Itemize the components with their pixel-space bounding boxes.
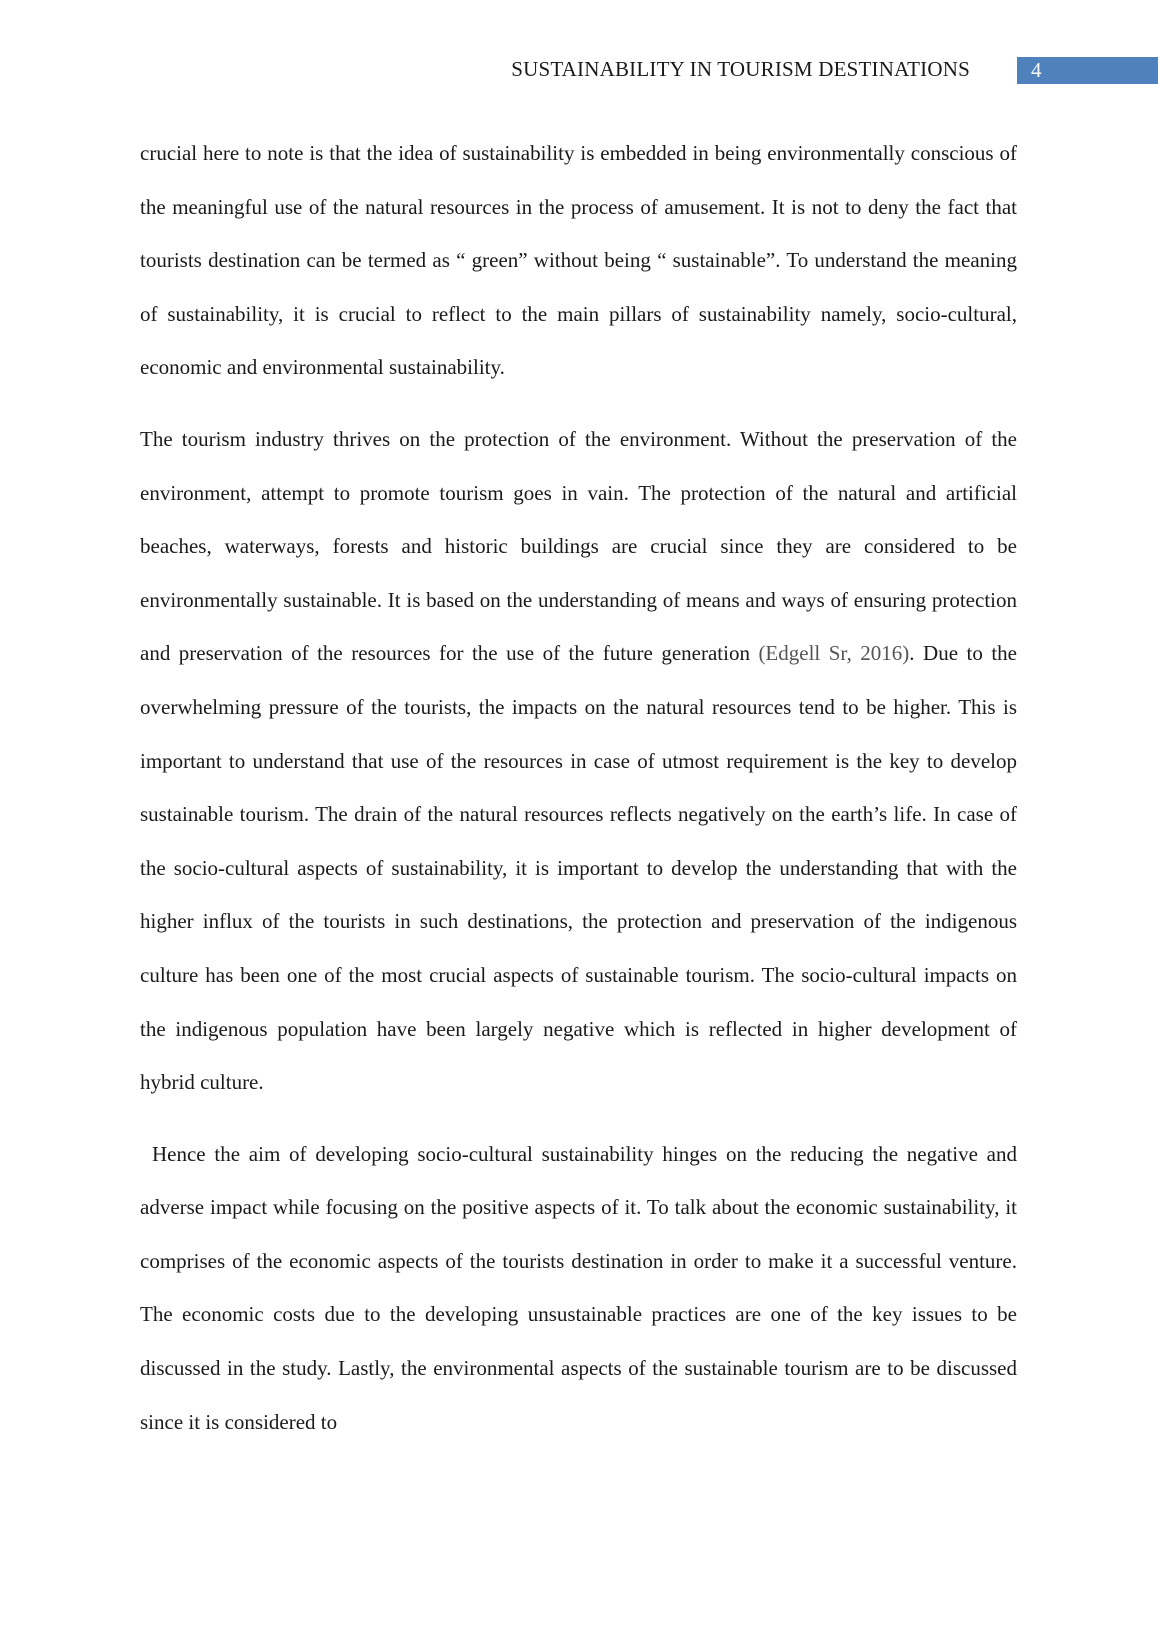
paragraph-2 <box>140 413 1017 1110</box>
paragraph-2-text-before: The tourism industry thrives on the protection of the environment. Without the preservation of the environment, attempt to promote tourism goes in vain. The protection of the natural and artificial beaches, waterways, forests and historic buildings are crucial since they are considered to be environmentally sustainable. It is based on the understanding of means and ways of ensuring protection and preservation of the resources for the use of the future generation <box>140 426 1017 666</box>
paragraph-3: Hence the aim of developing socio-cultural sustainability hinges on the reducing the negative and adverse impact while focusing on the positive aspects of it. To talk about the economic sustainability, it comprises of the economic aspects of the tourists destination in order to make it a successful venture. The economic costs due to the developing unsustainable practices are one of the key issues to be discussed in the study. Lastly, the environmental aspects of the sustainable tourism are to be discussed since it is considered to <box>140 1141 1017 1434</box>
citation-edgell-2016: (Edgell Sr, 2016) <box>758 641 910 666</box>
paragraph-2-text-after: . Due to the overwhelming pressure of the tourists, the impacts on the natural resources tend to be higher. This is important to understand that use of the resources in case of utmost requirement is the key to develop sustainable tourism. The drain of the natural resources reflects negatively on the earth’s life. In case of the socio-cultural aspects of sustainability, it is important to develop the understanding that with the higher influx of the tourists in such destinations, the protection and preservation of the indigenous culture has been one of the most crucial aspects of sustainable tourism. The socio-cultural impacts on the indigenous population have been largely negative which is reflected in higher development of hybrid culture. <box>140 641 1017 1095</box>
document-body <box>140 127 1017 1449</box>
page-number: 4 <box>1017 57 1158 84</box>
paragraph-1: crucial here to note is that the idea of sustainability is embedded in being environmentally conscious of the meaningful use of the natural resources in the process of amusement. It is not to deny the fact that tourists destination can be termed as “ green” without being “ sustainable”. To understand the meaning of sustainability, it is crucial to reflect to the main pillars of sustainability namely, socio-cultural, economic and environmental sustainability. <box>140 141 1017 380</box>
running-head-title: SUSTAINABILITY IN TOURISM DESTINATIONS <box>511 57 970 81</box>
